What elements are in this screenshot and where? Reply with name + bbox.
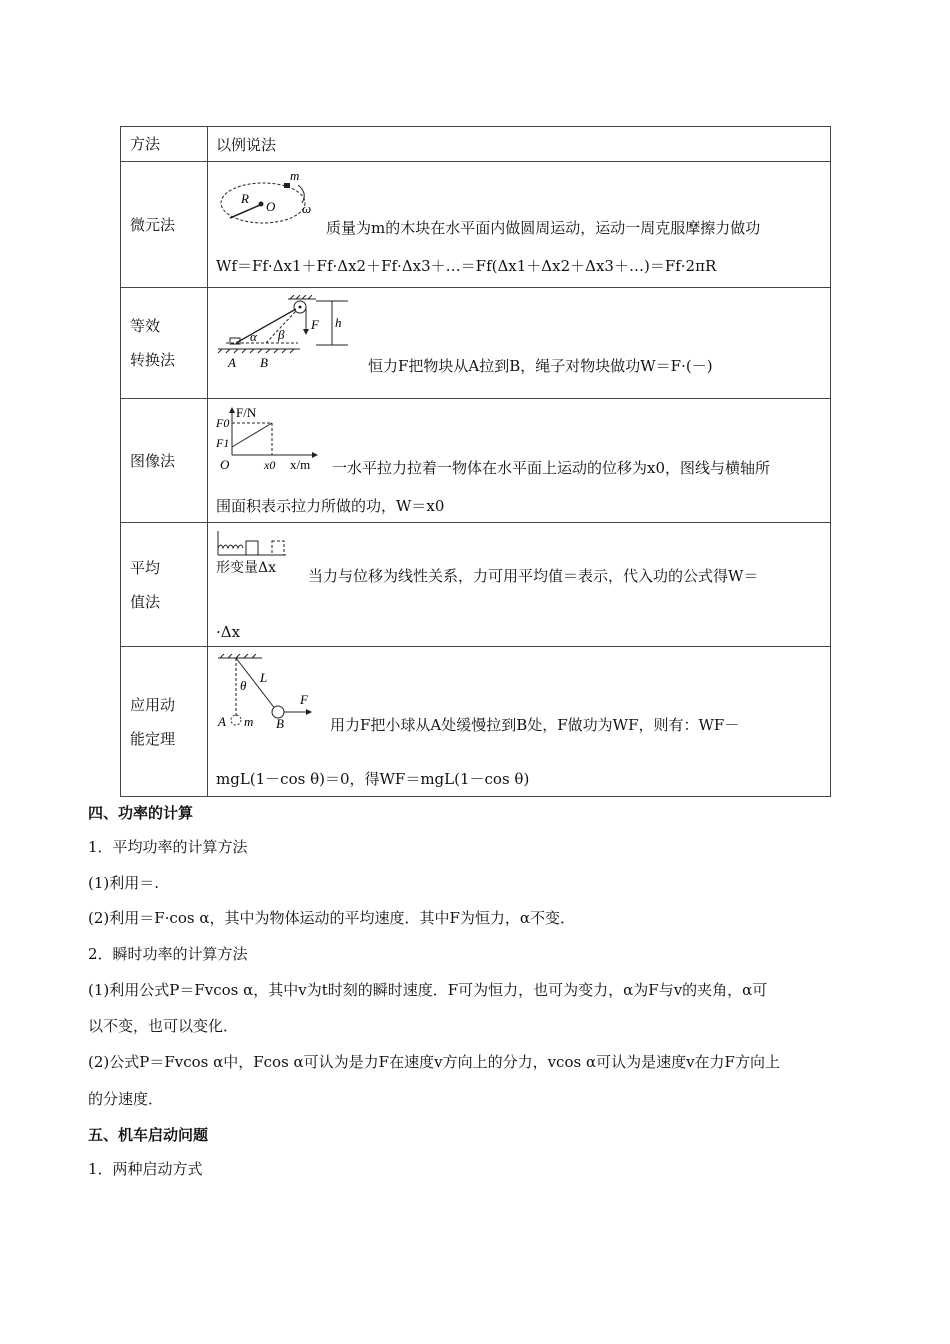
method-cell (121, 399, 208, 523)
row-text-line1: 质量为m的木块在水平面内做圆周运动，运动一周克服摩擦力做功 (326, 218, 761, 237)
table-row (121, 288, 831, 399)
section-heading-locomotive: 五、机车启动问题 (88, 1126, 209, 1144)
method-cell (121, 647, 208, 797)
methods-table (120, 126, 831, 797)
label-x0: x0 (264, 457, 276, 472)
label-h: h (335, 315, 342, 330)
table-row (121, 523, 831, 647)
method-label: 转换法 (130, 351, 176, 369)
method-label: 等效 (130, 317, 161, 335)
table-row (121, 162, 831, 288)
method-label: 应用动 (130, 695, 176, 714)
method-cell (121, 162, 208, 288)
paragraph: (1)利用＝. (88, 874, 160, 892)
label-m: m (244, 713, 254, 729)
table-header-row (121, 127, 831, 162)
label-F: F (311, 317, 319, 332)
method-label: 图像法 (130, 451, 176, 470)
label-A: A (228, 355, 236, 370)
pendulum-figure (216, 654, 326, 734)
table-row (121, 647, 831, 797)
content-cell (208, 647, 831, 797)
row-text-line1: 一水平拉力拉着一物体在水平面上运动的位移为x0，图线与横轴所 (332, 458, 771, 477)
content-cell (208, 523, 831, 647)
label-L: L (260, 669, 268, 685)
row-text-line2: ·Δx (216, 622, 241, 641)
row-text-line2: Wf＝Ff·Δx1＋Ff·Δx2＋Ff·Δx3＋…＝Ff(Δx1＋Δx2＋Δx3＋…)＝Ff·2πR (216, 256, 717, 275)
pulley-figure (216, 295, 356, 375)
label-B: B (276, 715, 284, 731)
content-cell (208, 399, 831, 523)
header-content: 以例说法 (208, 127, 831, 162)
paragraph: 1．两种启动方式 (88, 1160, 203, 1178)
label-theta: θ (240, 677, 247, 693)
label-R: R (241, 190, 249, 206)
paragraph: (2)利用＝F·cos α，其中为物体运动的平均速度．其中F为恒力，α不变． (88, 909, 575, 927)
row-text-line2: 围面积表示拉力所做的功，W＝x0 (216, 496, 445, 515)
circular-motion-figure (218, 173, 318, 233)
content-cell (208, 162, 831, 288)
label-F: F (300, 691, 308, 707)
method-label: 平均 (130, 558, 161, 577)
content-cell (208, 288, 831, 399)
paragraph: 的分速度． (88, 1090, 164, 1108)
row-text-line1: 用力F把小球从A处缓慢拉到B处，F做功为WF，则有：WF－ (330, 715, 740, 734)
method-cell (121, 288, 208, 399)
label-F1: F1 (216, 435, 230, 450)
row-text-line2: mgL(1－cos θ)＝0，得WF＝mgL(1－cos θ) (216, 769, 530, 788)
method-label: 能定理 (130, 729, 176, 748)
row-text-line1: 当力与位移为线性关系，力可用平均值＝表示，代入功的公式得W＝ (308, 566, 759, 585)
paragraph: 2．瞬时功率的计算方法 (88, 945, 248, 963)
paragraph: 以不变，也可以变化． (88, 1017, 239, 1035)
row-text-line1: 恒力F把物块从A拉到B，绳子对物块做功W＝F·(－) (368, 357, 713, 375)
label-F0: F0 (216, 415, 230, 430)
paragraph: (1)利用公式P＝Fvcos α，其中v为t时刻的瞬时速度．F可为恒力，也可为变力，α为F与v的夹角，α可 (88, 981, 768, 999)
label-m: m (290, 172, 300, 183)
label-O: O (220, 456, 230, 472)
paragraph: (2)公式P＝Fvcos α中，Fcos α可认为是力F在速度v方向上的分力，vcos α可认为是速度v在力F方向上 (88, 1053, 780, 1071)
header-method: 方法 (121, 127, 208, 162)
table-row (121, 399, 831, 523)
label-O: O (266, 198, 276, 214)
label-B: B (260, 355, 268, 370)
label-alpha: α (250, 329, 257, 344)
method-label: 值法 (130, 592, 161, 611)
method-label: 微元法 (130, 215, 176, 234)
method-cell (121, 523, 208, 647)
paragraph: 1．平均功率的计算方法 (88, 838, 248, 856)
label-F-N: F/N (236, 404, 257, 420)
label-beta: β (278, 327, 285, 342)
label-A: A (218, 713, 226, 729)
section-heading-power: 四、功率的计算 (88, 804, 194, 822)
figure-label: 形变量Δx (216, 559, 277, 576)
label-x-m: x/m (290, 456, 311, 472)
force-graph-figure (216, 405, 326, 473)
label-omega: ω (302, 200, 312, 216)
